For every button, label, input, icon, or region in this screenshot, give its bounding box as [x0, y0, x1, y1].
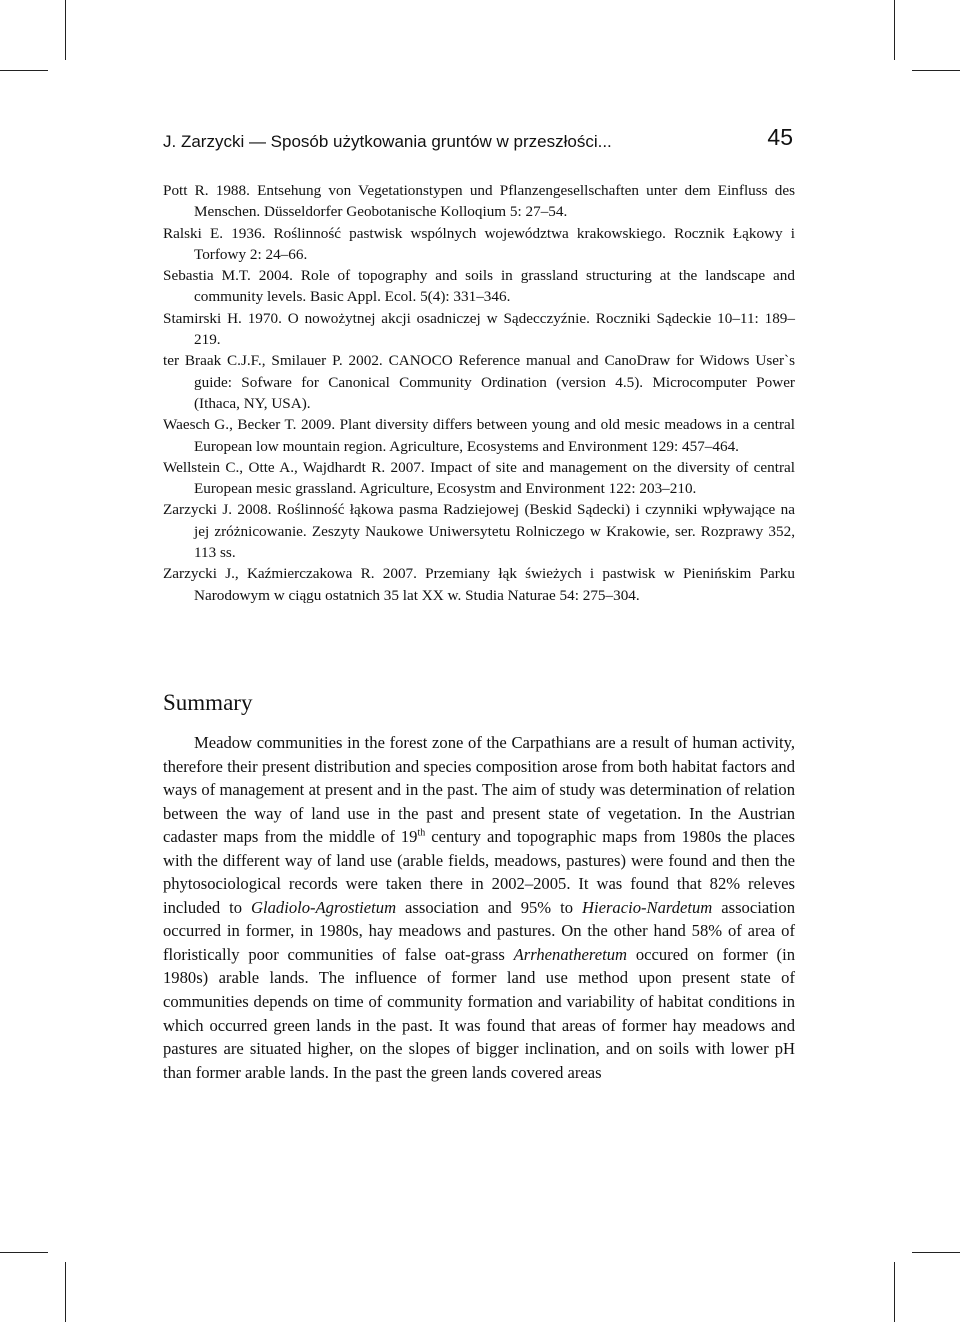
summary-text: association and 95% to	[396, 897, 582, 917]
crop-mark-left-upper	[0, 70, 48, 71]
reference-item: Ralski E. 1936. Roślinność pastwisk wspólnych województwa krakowskiego. Rocznik Łąkowy i Torfowy 2: 24–66.	[163, 224, 795, 263]
reference-item: Zarzycki J. 2008. Roślinność łąkowa pasma Radziejowej (Beskid Sądecki) i czynniki wpływające na jej zróżnicowanie. Zeszyty Naukowe Uniwersytetu Rolniczego w Krakowie, ser. Rozprawy 352, 113 ss.	[163, 501, 795, 562]
summary-heading: Summary	[163, 690, 253, 715]
reference-item: Stamirski H. 1970. O nowożytnej akcji osadniczej w Sądecczyźnie. Roczniki Sądeckie 10–11: 189–219.	[163, 309, 795, 349]
running-head	[163, 124, 795, 158]
species-name: Hieracio-Nardetum	[582, 897, 713, 917]
crop-mark-top-right	[894, 0, 895, 60]
summary-text: Meadow communities in the forest zone of the Carpathians are a result of human activity, therefore their present distribution and species composition arose from both habitat factors and ways of management at present and in the past. The aim of study was determination of relation between the way of land use in the past and present state of vegetation. In the Austrian cadaster maps from the middle of 19	[163, 733, 795, 847]
crop-mark-right-lower	[912, 1252, 960, 1253]
reference-list	[163, 180, 795, 606]
species-name: Arrhenatheretum	[513, 944, 628, 964]
reference-item: Pott R. 1988. Entsehung von Vegetationstypen und Pflanzengesellschaften unter dem Einfluss des Menschen. Düsseldorfer Geobotanische Kolloqium 5: 27–54.	[163, 182, 795, 221]
summary-superscript: th	[417, 827, 426, 839]
running-head-title: J. Zarzycki — Sposób użytkowania gruntów w przeszłości...	[163, 132, 612, 151]
reference-item: Sebastia M.T. 2004. Role of topography and soils in grassland structuring at the landscape and community levels. Basic Appl. Ecol. 5(4): 331–346.	[163, 267, 795, 306]
reference-item: Waesch G., Becker T. 2009. Plant diversity differs between young and old mesic meadows in a central European low mountain region. Agriculture, Ecosystems and Environment 129: 457–464.	[163, 416, 795, 455]
summary-text: association occurred in former, in 1980s, hay meadows and pastures. On the other hand 58% of area of floristically poor communities of false oat-grass	[163, 897, 795, 964]
page-number: 45	[767, 124, 793, 150]
summary-paragraph	[163, 731, 795, 1084]
crop-mark-left-lower	[0, 1252, 48, 1253]
summary-text: occured on former (in 1980s) arable lands. The influence of former land use method upon present state of communities depends on time of community formation and variability of habitat conditions in which occurred green lands in the past. It was found that areas of former hay meadows and pastures are situated higher, on the slopes of bigger inclination, and on soils with lower pH than former arable lands. In the past the green lands covered areas	[163, 944, 795, 1082]
species-name: Gladiolo-Agrostietum	[251, 897, 397, 917]
reference-item: ter Braak C.J.F., Smilauer P. 2002. CANOCO Reference manual and CanoDraw for Widows User`s guide: Sofware for Canonical Community Ordination (version 4.5). Microcomputer Power (Ithaca, NY, USA).	[163, 352, 795, 412]
crop-mark-bottom-left	[65, 1262, 66, 1322]
reference-item: Wellstein C., Otte A., Wajdhardt R. 2007. Impact of site and management on the diversity of central European mesic grassland. Agriculture, Ecosystm and Environment 122: 203–210.	[163, 458, 795, 498]
crop-mark-top-left	[65, 0, 66, 60]
summary-text: century and topographic maps from 1980s the places with the different way of land use (arable fields, meadows, pastures) were found and then the phytosociological records were taken there in 2002–2005. It was found that 82% releves included to	[163, 827, 795, 917]
crop-mark-right-upper	[912, 70, 960, 71]
reference-item: Zarzycki J., Kaźmierczakowa R. 2007. Przemiany łąk świeżych i pastwisk w Pienińskim Parku Narodowym w ciągu ostatnich 35 lat XX w. Studia Naturae 54: 275–304.	[163, 565, 795, 604]
crop-mark-bottom-right	[894, 1262, 895, 1322]
